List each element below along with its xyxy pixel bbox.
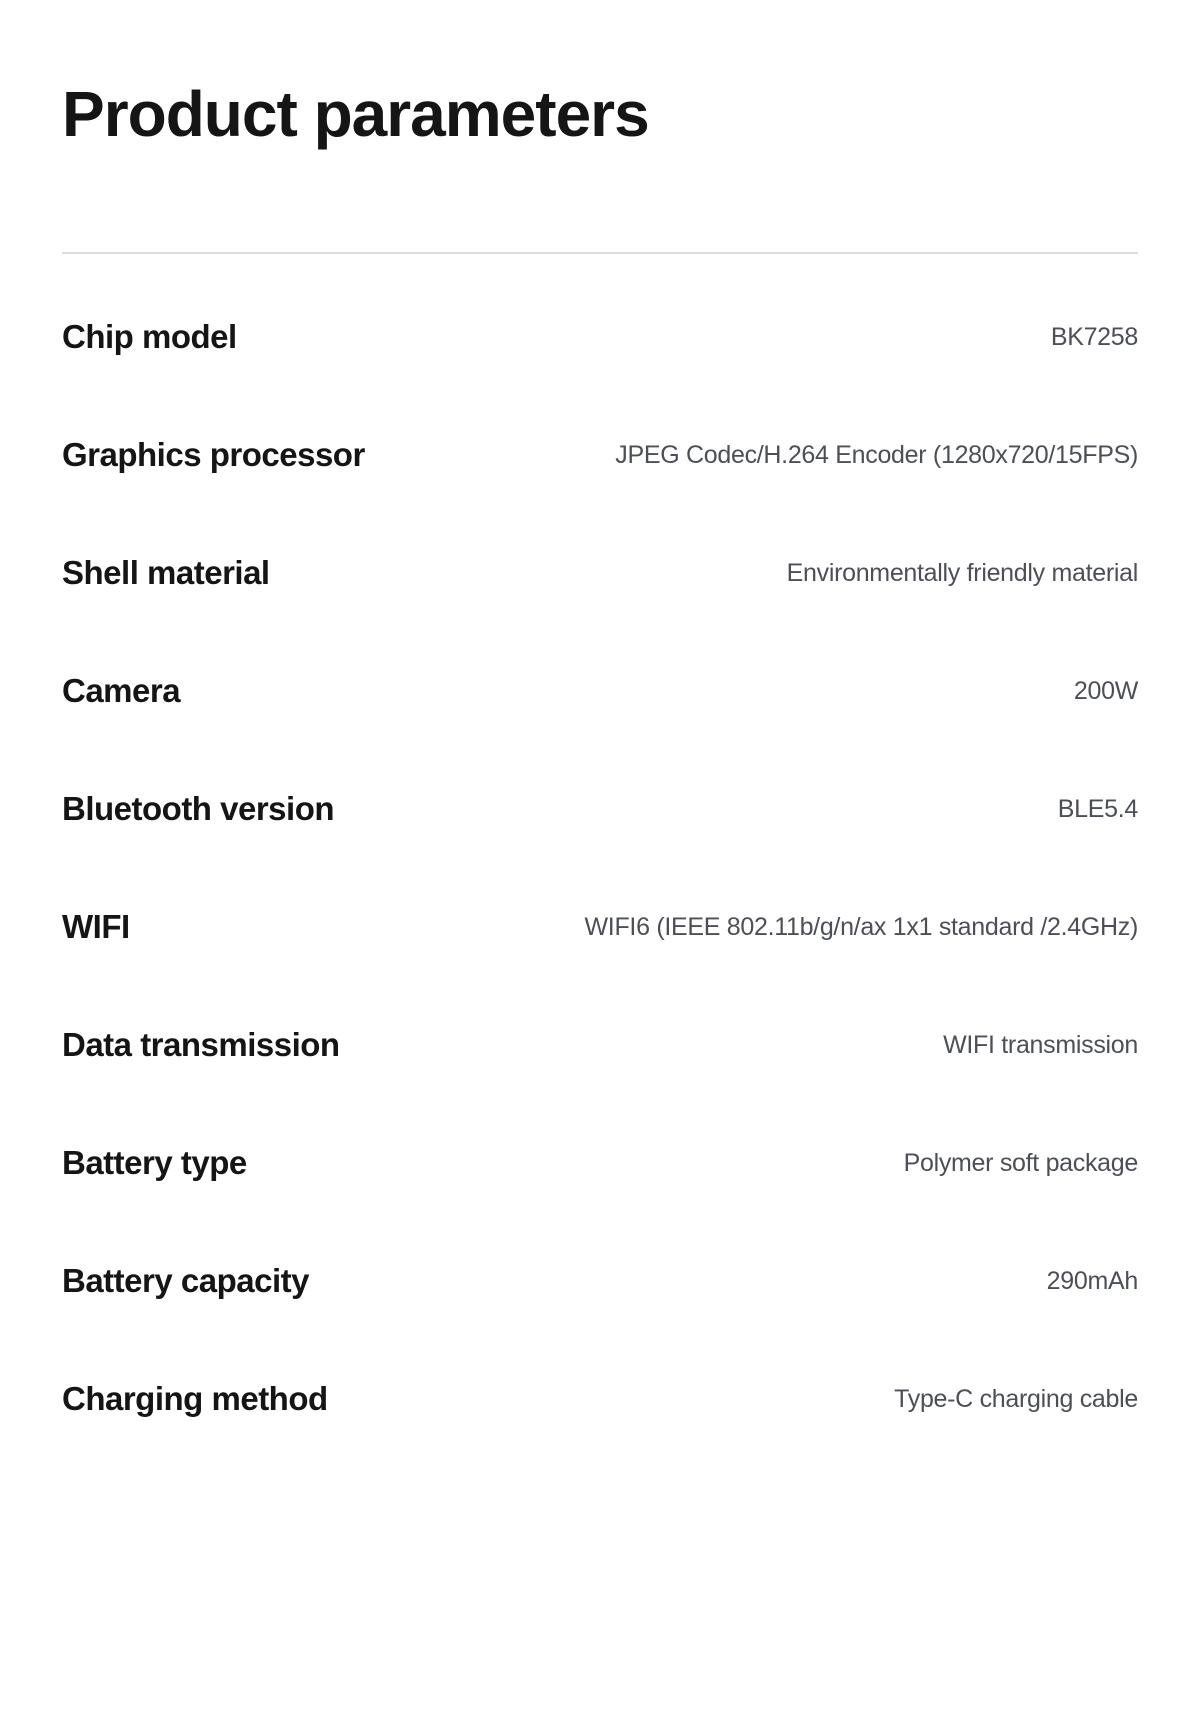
spec-value: 200W (1073, 676, 1138, 705)
spec-label: Shell material (62, 554, 270, 591)
spec-label: Chip model (62, 318, 237, 355)
spec-value: JPEG Codec/H.264 Encoder (1280x720/15FPS) (615, 440, 1138, 469)
spec-row (62, 986, 1138, 1104)
spec-row (62, 868, 1138, 986)
spec-label: Battery capacity (62, 1262, 309, 1299)
spec-value: Polymer soft package (903, 1148, 1138, 1177)
spec-row (62, 1222, 1138, 1340)
spec-row (62, 396, 1138, 514)
title-divider (62, 252, 1138, 254)
spec-value: Type-C charging cable (894, 1384, 1138, 1413)
spec-label: WIFI (62, 908, 130, 945)
page-title: Product parameters (62, 78, 649, 150)
spec-row (62, 1340, 1138, 1458)
spec-row (62, 1104, 1138, 1222)
spec-value: BLE5.4 (1057, 794, 1138, 823)
spec-label: Camera (62, 672, 181, 709)
spec-list (62, 278, 1138, 1458)
spec-value: WIFI6 (IEEE 802.11b/g/n/ax 1x1 standard /2.4GHz) (584, 912, 1138, 941)
spec-value: Environmentally friendly material (786, 558, 1138, 587)
spec-label: Battery type (62, 1144, 247, 1181)
spec-label: Bluetooth version (62, 790, 335, 827)
spec-value: WIFI transmission (943, 1030, 1138, 1059)
spec-row (62, 750, 1138, 868)
spec-row (62, 632, 1138, 750)
spec-row (62, 278, 1138, 396)
spec-value: BK7258 (1050, 322, 1138, 351)
spec-label: Data transmission (62, 1026, 340, 1063)
spec-value: 290mAh (1046, 1266, 1138, 1295)
spec-label: Graphics processor (62, 436, 365, 473)
spec-row (62, 514, 1138, 632)
spec-label: Charging method (62, 1380, 328, 1417)
